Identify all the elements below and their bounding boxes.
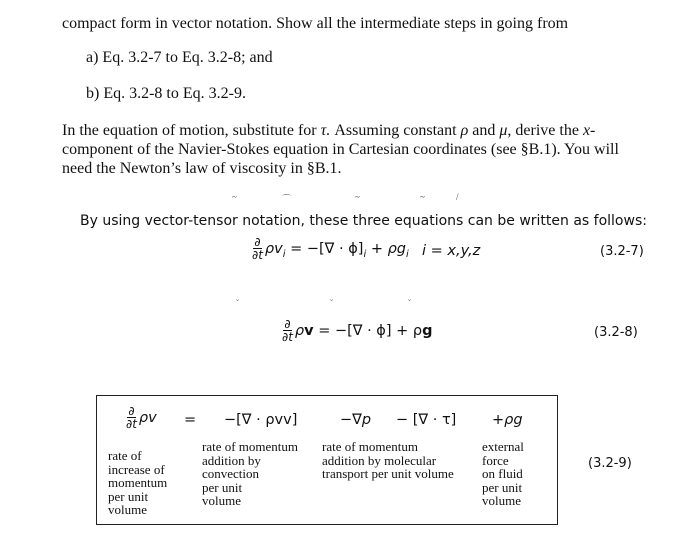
eq3-convection-term: −[∇ · ρvv] — [224, 412, 298, 428]
caption-line: per unit — [202, 479, 243, 495]
caption-line: per unit — [482, 479, 523, 495]
textbook-intro: By using vector-tensor notation, these three equations can be written as follows: — [80, 213, 647, 229]
eq1-number: (3.2-7) — [600, 244, 644, 259]
partial-den: ∂t — [252, 248, 263, 262]
eq1-lhs: ρv — [264, 241, 283, 257]
eq3-caption-lhs — [108, 449, 167, 517]
eq3-caption-external — [482, 440, 524, 508]
caption-line: on fluid — [482, 466, 523, 481]
cropped-fragment: / — [456, 192, 459, 202]
para-mu: μ, — [499, 122, 512, 139]
eq1-sub-i-3: i — [406, 248, 409, 260]
eq3-lhs-term: ρv — [138, 410, 157, 426]
partial-derivative — [126, 405, 137, 431]
equation-3-2-8 — [282, 318, 432, 344]
caption-line: addition by — [202, 452, 261, 468]
cropped-fragment: ˘ — [236, 298, 239, 308]
eq2-rho: ρ — [294, 323, 305, 339]
problem-paragraph-line2: component of the Navier-Stokes equation in Cartesian coordinates (see §B.1). You will — [62, 141, 619, 158]
problem-part-a: a) Eq. 3.2-7 to Eq. 3.2-8; and — [86, 49, 273, 66]
cropped-fragment: ~ — [355, 192, 360, 202]
eq1-sub-i: i — [282, 248, 286, 260]
eq2-velocity: v — [304, 323, 314, 339]
partial-num: ∂ — [128, 404, 135, 418]
eq2-number: (3.2-8) — [594, 325, 638, 340]
para-text-1: In the equation of motion, substitute for — [62, 122, 317, 139]
caption-line: addition by molecular — [322, 452, 437, 468]
problem-paragraph-line3: need the Newton’s law of viscosity in §B.1. — [62, 160, 342, 177]
problem-intro-line: compact form in vector notation. Show all the intermediate steps in going from — [62, 15, 569, 32]
para-text-2: Assuming constant — [334, 122, 457, 139]
eq1-gravity: + ρg — [366, 241, 406, 257]
caption-line: external — [482, 439, 524, 454]
partial-den: ∂t — [282, 330, 293, 344]
eq2-rhs: = −[∇ · ϕ] + ρ — [313, 323, 423, 339]
caption-line: volume — [202, 493, 241, 508]
eq3-equals: = — [184, 412, 197, 428]
cropped-fragment: ˘ — [408, 298, 411, 308]
eq2-gravity: g — [422, 323, 433, 339]
eq1-sub-i-2: i — [363, 248, 367, 260]
eq3-lhs — [126, 405, 157, 431]
para-tau: τ. — [320, 122, 331, 139]
caption-line: convection — [202, 466, 260, 481]
eq3-caption-convection — [202, 440, 298, 508]
eq3-caption-molecular — [322, 440, 454, 481]
caption-line: per unit — [108, 488, 149, 504]
eq1-rhs: = −[∇ · ϕ] — [285, 241, 364, 257]
eq3-pressure-term: −∇p — [340, 412, 372, 428]
eq3-number: (3.2-9) — [588, 456, 632, 471]
caption-line: volume — [482, 493, 521, 508]
partial-derivative — [252, 236, 263, 262]
problem-part-b: b) Eq. 3.2-8 to Eq. 3.2-9. — [86, 85, 246, 102]
cropped-fragment: ˘ — [330, 298, 333, 308]
caption-line: momentum — [108, 475, 168, 490]
para-x: x- — [582, 122, 596, 139]
caption-line: rate of — [108, 448, 142, 463]
eq3-gravity-term: +ρg — [492, 412, 523, 428]
eq1-index-range: i = x,y,z — [422, 243, 481, 259]
para-rho: ρ — [460, 122, 469, 139]
equation-3-2-7 — [252, 236, 409, 262]
para-text-3: derive the — [515, 122, 579, 139]
partial-num: ∂ — [254, 235, 261, 249]
caption-line: rate of momentum — [322, 439, 419, 454]
cropped-fragment: ⌒ — [282, 194, 292, 204]
cropped-fragment: ~ — [420, 192, 425, 202]
partial-num: ∂ — [284, 317, 291, 331]
caption-line: volume — [108, 502, 147, 517]
partial-den: ∂t — [126, 417, 137, 431]
caption-line: force — [482, 452, 509, 468]
partial-derivative — [282, 318, 293, 344]
para-and: and — [472, 122, 496, 139]
caption-line: increase of — [108, 461, 165, 477]
caption-line: transport per unit volume — [322, 466, 454, 481]
caption-line: rate of momentum — [202, 439, 299, 454]
cropped-fragment: ~ — [232, 192, 237, 202]
problem-paragraph-line1 — [62, 121, 595, 140]
eq3-viscous-term: − [∇ · τ] — [396, 412, 457, 428]
